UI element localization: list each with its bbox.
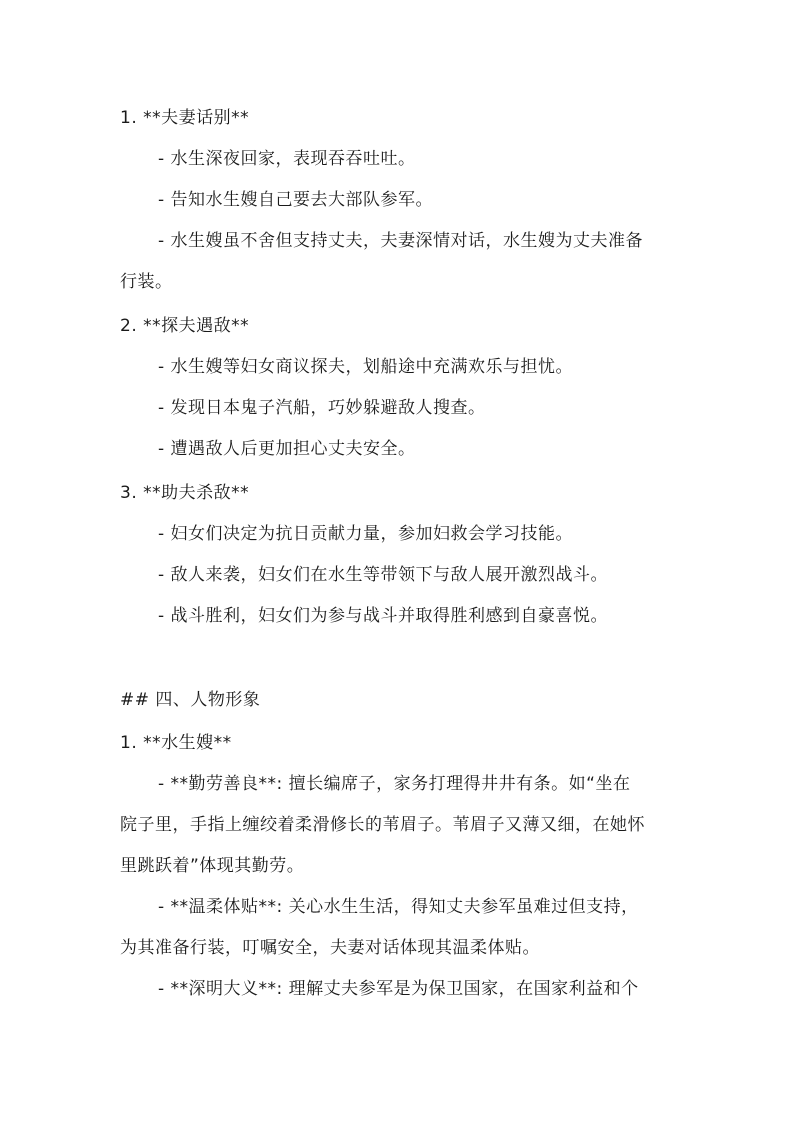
list-item: - 水生嫂虽不舍但支持丈夫，夫妻深情对话，水生嫂为丈夫准备 xyxy=(158,231,644,251)
list-heading-4: 1. **水生嫂** xyxy=(120,733,232,753)
list-item: - 妇女们决定为抗日贡献力量，参加妇救会学习技能。 xyxy=(158,524,574,544)
list-heading-1: 1. **夫妻话别** xyxy=(120,108,250,128)
section-heading: ## 四、人物形象 xyxy=(120,690,261,710)
list-item: - 发现日本鬼子汽船，巧妙躲避敌人搜查。 xyxy=(158,398,486,418)
list-heading-2: 2. **探夫遇敌** xyxy=(120,316,250,336)
list-item: - **温柔体贴**: 关心水生生活，得知丈夫参军虽难过但支持， xyxy=(158,897,639,917)
list-item-continuation: 院子里，手指上缠绞着柔滑修长的苇眉子。苇眉子又薄又细，在她怀 xyxy=(120,815,645,835)
list-heading-3: 3. **助夫杀敌** xyxy=(120,483,250,503)
list-item: - 水生嫂等妇女商议探夫，划船途中充满欢乐与担忧。 xyxy=(158,357,574,377)
list-item: - **深明大义**: 理解丈夫参军是为保卫国家，在国家利益和个 xyxy=(158,979,639,999)
list-item: - 告知水生嫂自己要去大部队参军。 xyxy=(158,190,434,210)
list-item: - 遭遇敌人后更加担心丈夫安全。 xyxy=(158,439,416,459)
list-item: - 水生深夜回家，表现吞吞吐吐。 xyxy=(158,149,416,169)
list-item-continuation: 行装。 xyxy=(120,272,173,292)
list-item-continuation: 为其准备行装，叮嘱安全，夫妻对话体现其温柔体贴。 xyxy=(120,938,540,958)
list-item: - **勤劳善良**: 擅长编席子，家务打理得井井有条。如“坐在 xyxy=(158,774,631,794)
list-item: - 战斗胜利，妇女们为参与战斗并取得胜利感到自豪喜悦。 xyxy=(158,606,609,626)
list-item-continuation: 里跳跃着”体现其勤劳。 xyxy=(120,856,305,876)
list-item: - 敌人来袭，妇女们在水生等带领下与敌人展开激烈战斗。 xyxy=(158,565,609,585)
